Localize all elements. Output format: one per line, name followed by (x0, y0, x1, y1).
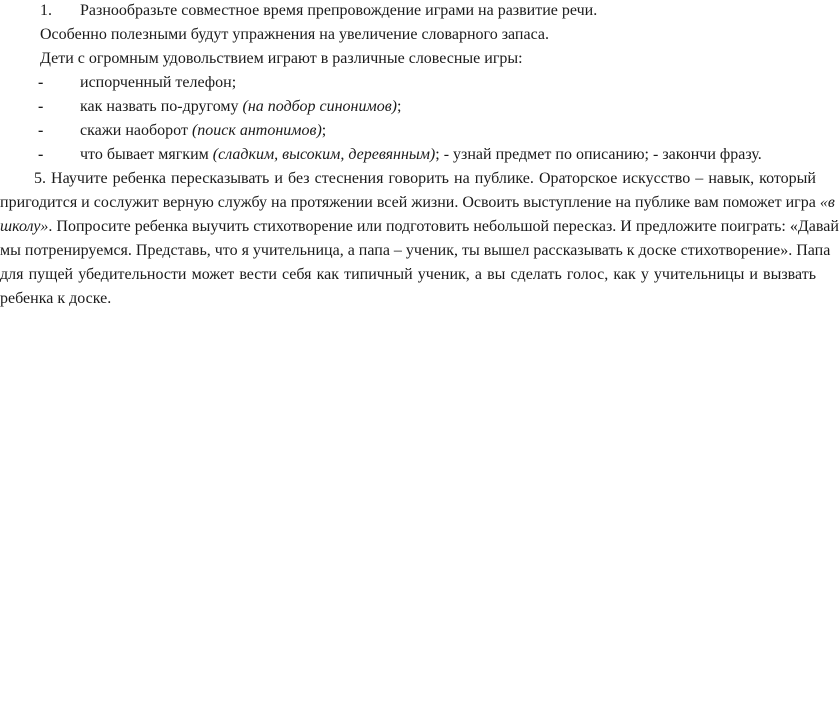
dash-bullet: - (38, 146, 44, 163)
list-item-text: Разнообразьте совместное время препровождение играми на развитие речи. (80, 2, 598, 19)
game-punct: ; (396, 98, 402, 115)
game-punct: ; - узнай предмет по описанию; - закончи фразу. (435, 146, 762, 163)
text-line: школу». Попросите ребенка выучить стихотворение или подготовить небольшой пересказ. И предложите поиграть: «Давай (0, 218, 839, 235)
game-note: (на подбор синонимов) (242, 98, 397, 115)
text-line: пригодится и сослужит верную службу на протяжении всей жизни. Освоить выступление на публике вам поможет игра «в (0, 194, 835, 211)
game-name: испорченный телефон; (80, 74, 237, 91)
game-punct: ; (321, 122, 327, 139)
list-number: 1. (40, 2, 52, 19)
text-line: для пущей убедительности может вести себя как типичный ученик, а вы сделать голос, как у учительницы и вызвать (0, 266, 816, 283)
game-name: как назвать по-другому (80, 98, 243, 115)
game-note: (сладким, высоким, деревянным) (212, 146, 436, 163)
paragraph-word-games: Дети с огромным удовольствием играют в различные словесные игры: (40, 50, 523, 67)
game-name: скажи наоборот (80, 122, 192, 139)
text-line: мы потренируемся. Представь, что я учительница, а папа – ученик, ты вышел рассказывать к доске стихотворение». Папа (0, 242, 831, 259)
dash-bullet: - (38, 74, 44, 91)
game-note: (поиск антонимов) (191, 122, 322, 139)
paragraph-vocabulary: Особенно полезными будут упражнения на увеличение словарного запаса. (40, 26, 549, 43)
text-line: ребенка к доске. (0, 290, 112, 307)
dash-bullet: - (38, 122, 44, 139)
dash-bullet: - (38, 98, 44, 115)
game-name: что бывает мягким (80, 146, 213, 163)
text-line: 5. Научите ребенка пересказывать и без стеснения говорить на публике. Ораторское искусство – навык, который (34, 170, 816, 187)
